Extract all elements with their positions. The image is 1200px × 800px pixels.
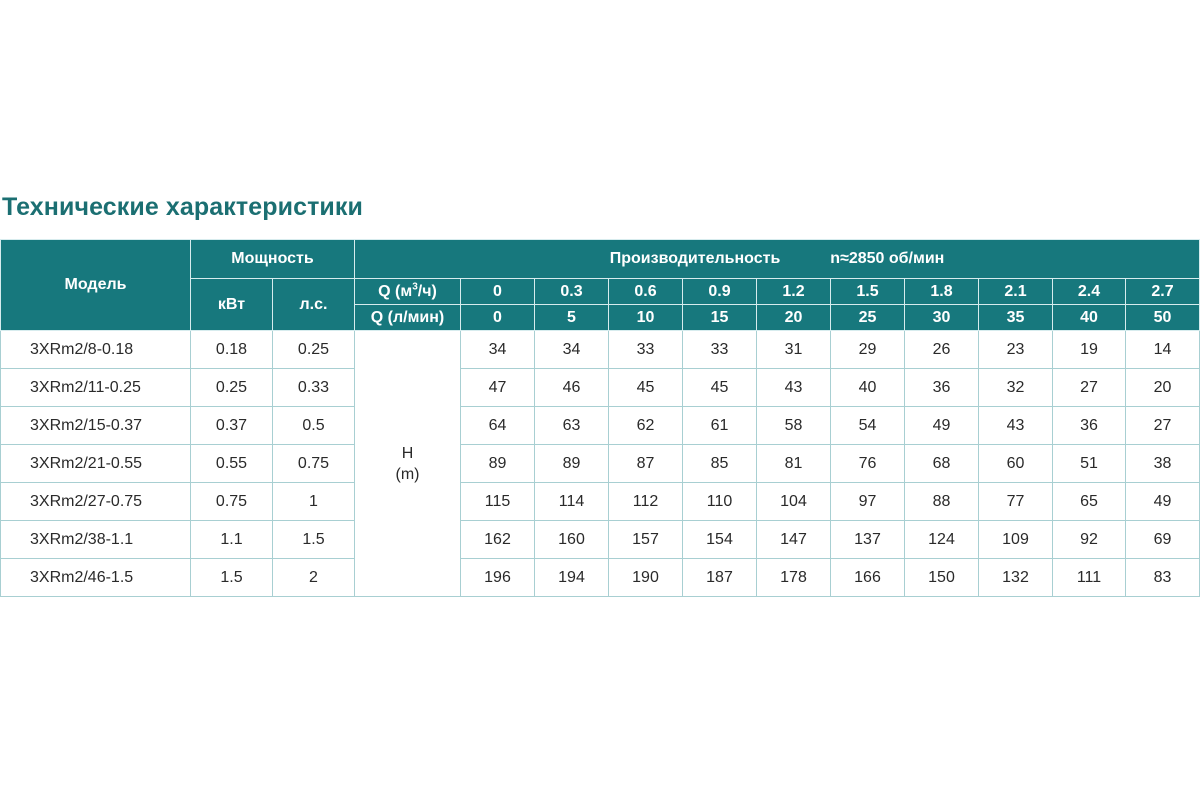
head-value-cell: 178 <box>757 559 831 597</box>
head-value-cell: 115 <box>461 483 535 521</box>
head-value-cell: 160 <box>535 521 609 559</box>
head-value-cell: 63 <box>535 407 609 445</box>
flow-m3h-cell: 2.7 <box>1126 279 1200 305</box>
head-value-cell: 190 <box>609 559 683 597</box>
hp-cell: 0.33 <box>273 369 355 407</box>
kw-cell: 0.18 <box>191 331 273 369</box>
head-value-cell: 23 <box>979 331 1053 369</box>
head-value-cell: 124 <box>905 521 979 559</box>
head-label-cell <box>355 331 461 597</box>
head-value-cell: 88 <box>905 483 979 521</box>
spec-table <box>0 239 1200 597</box>
flow-lmin-cell: 10 <box>609 305 683 331</box>
kw-header: кВт <box>191 279 273 331</box>
model-cell: 3XRm2/27-0.75 <box>1 483 191 521</box>
head-value-cell: 47 <box>461 369 535 407</box>
head-symbol: H <box>401 444 414 462</box>
head-value-cell: 87 <box>609 445 683 483</box>
head-value-cell: 36 <box>905 369 979 407</box>
head-value-cell: 110 <box>683 483 757 521</box>
kw-cell: 0.25 <box>191 369 273 407</box>
head-value-cell: 162 <box>461 521 535 559</box>
flow-lmin-cell: 50 <box>1126 305 1200 331</box>
head-value-cell: 92 <box>1053 521 1126 559</box>
head-value-cell: 111 <box>1053 559 1126 597</box>
flow-m3h-cell: 0 <box>461 279 535 305</box>
table-row <box>1 445 1200 483</box>
head-value-cell: 49 <box>1126 483 1200 521</box>
head-value-cell: 36 <box>1053 407 1126 445</box>
q-lmin-header: Q (л/мин) <box>355 305 461 331</box>
table-row <box>1 483 1200 521</box>
flow-m3h-cell: 1.8 <box>905 279 979 305</box>
head-value-cell: 157 <box>609 521 683 559</box>
head-value-cell: 97 <box>831 483 905 521</box>
head-value-cell: 194 <box>535 559 609 597</box>
head-value-cell: 26 <box>905 331 979 369</box>
head-value-cell: 49 <box>905 407 979 445</box>
head-value-cell: 187 <box>683 559 757 597</box>
flow-lmin-cell: 35 <box>979 305 1053 331</box>
head-value-cell: 34 <box>535 331 609 369</box>
head-value-cell: 104 <box>757 483 831 521</box>
head-value-cell: 58 <box>757 407 831 445</box>
head-value-cell: 54 <box>831 407 905 445</box>
head-value-cell: 68 <box>905 445 979 483</box>
flow-lmin-cell: 30 <box>905 305 979 331</box>
model-cell: 3XRm2/15-0.37 <box>1 407 191 445</box>
head-value-cell: 27 <box>1126 407 1200 445</box>
head-value-cell: 43 <box>757 369 831 407</box>
flow-lmin-cell: 40 <box>1053 305 1126 331</box>
model-cell: 3XRm2/11-0.25 <box>1 369 191 407</box>
flow-m3h-cell: 0.3 <box>535 279 609 305</box>
flow-m3h-cell: 0.6 <box>609 279 683 305</box>
head-value-cell: 31 <box>757 331 831 369</box>
model-cell: 3XRm2/8-0.18 <box>1 331 191 369</box>
flow-lmin-cell: 25 <box>831 305 905 331</box>
head-value-cell: 34 <box>461 331 535 369</box>
head-value-cell: 65 <box>1053 483 1126 521</box>
head-value-cell: 196 <box>461 559 535 597</box>
hp-cell: 1.5 <box>273 521 355 559</box>
flow-m3h-cell: 2.4 <box>1053 279 1126 305</box>
head-value-cell: 20 <box>1126 369 1200 407</box>
head-value-cell: 109 <box>979 521 1053 559</box>
head-value-cell: 85 <box>683 445 757 483</box>
model-cell: 3XRm2/46-1.5 <box>1 559 191 597</box>
head-unit: (m) <box>395 465 420 483</box>
head-value-cell: 19 <box>1053 331 1126 369</box>
head-value-cell: 137 <box>831 521 905 559</box>
hp-cell: 1 <box>273 483 355 521</box>
head-value-cell: 60 <box>979 445 1053 483</box>
head-value-cell: 132 <box>979 559 1053 597</box>
head-value-cell: 77 <box>979 483 1053 521</box>
hp-header: л.с. <box>273 279 355 331</box>
head-value-cell: 29 <box>831 331 905 369</box>
head-value-cell: 64 <box>461 407 535 445</box>
head-value-cell: 45 <box>683 369 757 407</box>
head-value-cell: 89 <box>461 445 535 483</box>
head-value-cell: 46 <box>535 369 609 407</box>
head-value-cell: 62 <box>609 407 683 445</box>
head-value-cell: 27 <box>1053 369 1126 407</box>
head-value-cell: 166 <box>831 559 905 597</box>
head-value-cell: 69 <box>1126 521 1200 559</box>
head-value-cell: 83 <box>1126 559 1200 597</box>
table-row <box>1 407 1200 445</box>
q-m3h-header: Q $(м^3/ч)$ <box>355 279 461 305</box>
hp-cell: 2 <box>273 559 355 597</box>
flow-m3h-cell: 1.5 <box>831 279 905 305</box>
model-header: Модель <box>1 240 191 331</box>
head-value-cell: 150 <box>905 559 979 597</box>
head-value-cell: 33 <box>683 331 757 369</box>
flow-lmin-cell: 15 <box>683 305 757 331</box>
table-row <box>1 559 1200 597</box>
table-row <box>1 331 1200 369</box>
flow-m3h-cell: 1.2 <box>757 279 831 305</box>
kw-cell: 1.1 <box>191 521 273 559</box>
hp-cell: 0.5 <box>273 407 355 445</box>
head-value-cell: 51 <box>1053 445 1126 483</box>
head-value-cell: 32 <box>979 369 1053 407</box>
head-value-cell: 38 <box>1126 445 1200 483</box>
page-title: Технические характеристики <box>2 193 363 221</box>
kw-cell: 0.37 <box>191 407 273 445</box>
performance-label: Производительность <box>609 250 781 267</box>
head-value-cell: 154 <box>683 521 757 559</box>
head-value-cell: 61 <box>683 407 757 445</box>
kw-cell: 1.5 <box>191 559 273 597</box>
head-value-cell: 43 <box>979 407 1053 445</box>
head-value-cell: 45 <box>609 369 683 407</box>
flow-m3h-cell: 0.9 <box>683 279 757 305</box>
head-value-cell: 33 <box>609 331 683 369</box>
head-value-cell: 14 <box>1126 331 1200 369</box>
kw-cell: 0.55 <box>191 445 273 483</box>
flow-lmin-cell: 20 <box>757 305 831 331</box>
flow-m3h-cell: 2.1 <box>979 279 1053 305</box>
speed-label: n≈2850 об/мин <box>830 250 945 267</box>
head-value-cell: 114 <box>535 483 609 521</box>
head-value-cell: 40 <box>831 369 905 407</box>
head-value-cell: 89 <box>535 445 609 483</box>
hp-cell: 0.75 <box>273 445 355 483</box>
head-value-cell: 147 <box>757 521 831 559</box>
model-cell: 3XRm2/21-0.55 <box>1 445 191 483</box>
model-cell: 3XRm2/38-1.1 <box>1 521 191 559</box>
table-row <box>1 521 1200 559</box>
flow-lmin-cell: 5 <box>535 305 609 331</box>
power-header: Мощность <box>191 240 355 279</box>
table-row <box>1 369 1200 407</box>
performance-header <box>355 240 1200 279</box>
head-value-cell: 81 <box>757 445 831 483</box>
head-value-cell: 76 <box>831 445 905 483</box>
hp-cell: 0.25 <box>273 331 355 369</box>
flow-lmin-cell: 0 <box>461 305 535 331</box>
head-value-cell: 112 <box>609 483 683 521</box>
kw-cell: 0.75 <box>191 483 273 521</box>
